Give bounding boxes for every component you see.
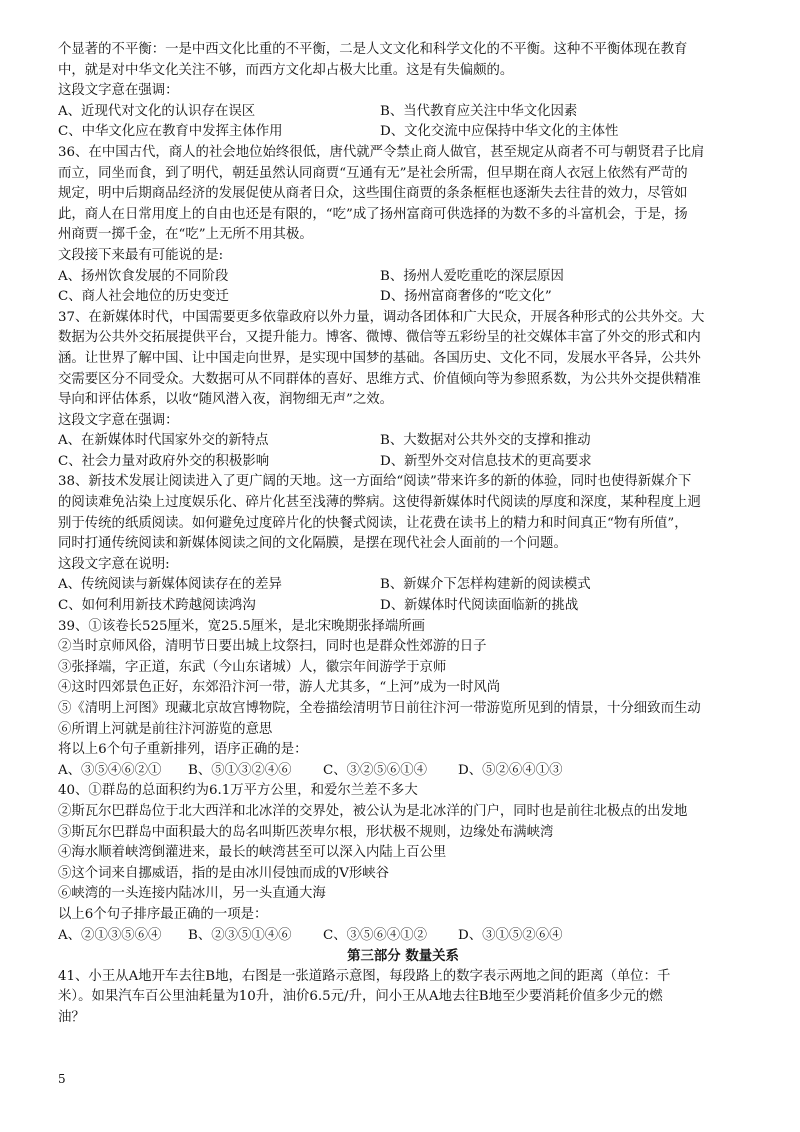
text-line: ④这时四郊景色正好，东郊沿汴河一带，游人尤其多，“上河”成为一时风尚 [58, 680, 501, 696]
q38-options [58, 575, 748, 616]
page-number: 5 [58, 1072, 66, 1086]
option-a: A、在新媒体时代国家外交的新特点 [58, 433, 269, 449]
option-d: D、新媒体时代阅读面临新的挑战 [380, 598, 579, 614]
option-d: D、文化交流中应保持中华文化的主体性 [380, 124, 619, 140]
option-a: A、扬州饮食发展的不同阶段 [58, 268, 229, 284]
option-d: D、⑤②⑥④①③ [458, 762, 563, 778]
text-line: ⑤《清明上河图》现藏北京故宫博物院，全卷描绘清明节日前往汴河一带游览所见到的情景，十分细致而生动 [58, 701, 701, 716]
question-prompt: 以上6个句子排序最正确的一项是： [58, 906, 268, 922]
option-c: C、③⑤⑥④①② [323, 927, 427, 943]
text-line: 规定，明中后期商品经济的发展促使从商者日众，这些围住商贾的条条框框也逐渐失去往昔的效力，尽管如 [58, 186, 688, 202]
option-b: B、新媒介下怎样构建新的阅读模式 [380, 577, 591, 593]
option-c: C、商人社会地位的历史变迁 [58, 289, 229, 305]
q37-passage [58, 308, 748, 411]
option-c: C、社会力量对政府外交的积极影响 [58, 453, 270, 469]
q39-options [58, 761, 748, 782]
question-prompt: 将以上6个句子重新排列，语序正确的是： [58, 742, 308, 758]
q35-passage [58, 40, 748, 81]
text-line: 40、①群岛的总面积约为6.1万平方公里，和爱尔兰差不多大 [58, 783, 418, 799]
option-d: D、扬州富商奢侈的“吃文化” [380, 289, 552, 305]
text-line: 米）。如果汽车百公里油耗量为10升，油价6.5元/升，问小王从A地去往B地至少要消耗价值多少元的燃 [58, 989, 663, 1005]
text-line: 36、在中国古代，商人的社会地位始终很低，唐代就严令禁止商人做官，甚至规定从商者不可与朝贤君子比肩 [58, 144, 705, 160]
option-c: C、如何利用新技术跨越阅读鸿沟 [58, 598, 256, 614]
option-d: D、③①⑤②⑥④ [458, 927, 563, 943]
text-line: ⑤这个词来自挪威语，指的是由冰川侵蚀而成的V形峡谷 [58, 865, 390, 881]
text-line: 38、新技术发展让阅读进入了更广阔的天地。这一方面给“阅读”带来许多的新的体验，同时也使得新媒介下 [58, 474, 692, 490]
option-b: B、当代教育应关注中华文化因素 [380, 103, 578, 119]
option-b: B、②③⑤①④⑥ [188, 927, 292, 943]
option-a: A、传统阅读与新媒体阅读存在的差异 [58, 577, 282, 593]
text-line: 导向和评估体系，以收“随风潜入夜，润物细无声”之效。 [58, 392, 394, 408]
option-a: A、③⑤④⑥②① [58, 762, 162, 778]
option-c: C、③②⑤⑥①④ [323, 762, 427, 778]
question-prompt: 这段文字意在强调： [58, 83, 179, 99]
question-prompt: 文段接下来最有可能说的是: [58, 247, 224, 263]
text-line: 中，就是对中华文化关注不够，而西方文化却占极大比重。这是有失偏颇的。 [58, 62, 514, 78]
option-a: A、近现代对文化的认识存在误区 [58, 103, 256, 119]
q40-passage [58, 781, 748, 925]
text-line: 油？ [58, 1009, 85, 1025]
option-d: D、新型外交对信息技术的更高要求 [380, 453, 592, 469]
text-line: ③斯瓦尔巴群岛中面积最大的岛名叫斯匹茨卑尔根，形状极不规则，边缘处布满峡湾 [58, 824, 554, 840]
text-line: ③张择端，字正道，东武（今山东诸城）人，徽宗年间游学于京师 [58, 659, 447, 675]
text-line: 别于传统的纸质阅读。如何避免过度碎片化的快餐式阅读，让花费在读书上的精力和时间真正“物有所值”， [58, 515, 688, 531]
document-page [58, 40, 748, 1029]
text-line: 个显著的不平衡：一是中西文化比重的不平衡，二是人文文化和科学文化的不平衡。这种不平衡体现在教育 [58, 42, 688, 57]
text-line: ④海水顺着峡湾倒灌进来，最长的峡湾甚至可以深入内陆上百公里 [58, 845, 447, 861]
text-line: 涵。让世界了解中国、让中国走向世界，是实现中国梦的基础。各国历史、文化不同，发展水平各异，公共外 [58, 350, 701, 366]
q37-options [58, 431, 748, 472]
q38-passage [58, 472, 748, 554]
question-prompt: 这段文字意在强调： [58, 412, 179, 428]
text-line: ②斯瓦尔巴群岛位于北大西洋和北冰洋的交界处，被公认为是北冰洋的门户，同时也是前往北极点的出发地 [58, 803, 688, 819]
text-line: 39、①该卷长525厘米，宽25.5厘米，是北宋晚期张择端所画 [58, 618, 426, 634]
section-title: 第三部分 数量关系 [347, 948, 459, 965]
text-line: 的阅读难免沾染上过度娱乐化、碎片化甚至浅薄的弊病。这使得新媒体时代阅读的厚度和深度，某种程度上迥 [58, 495, 701, 511]
text-line: 此，商人在日常用度上的自由也还是有限的，“吃”成了扬州富商可供选择的为数不多的斗富机会，于是，扬 [58, 206, 688, 222]
option-b: B、扬州人爱吃重吃的深层原因 [380, 268, 564, 284]
q41-passage [58, 967, 748, 1029]
option-c: C、中华文化应在教育中发挥主体作用 [58, 124, 283, 140]
q36-passage [58, 143, 748, 246]
text-line: 37、在新媒体时代，中国需要更多依靠政府以外力量，调动各团体和广大民众，开展各种形式的公共外交。大 [58, 309, 705, 325]
option-b: B、大数据对公共外交的支撑和推动 [380, 433, 591, 449]
q39-passage [58, 617, 748, 761]
text-line: ⑥峡湾的一头连接内陆冰川，另一头直通大海 [58, 886, 326, 902]
text-line: 交需要区分不同受众。大数据可从不同群体的喜好、思维方式、价值倾向等为参照系数，为公共外交提供精准 [58, 371, 701, 387]
option-a: A、②①③⑤⑥④ [58, 927, 162, 943]
text-line: 州商贾一掷千金，在“吃”上无所不用其极。 [58, 227, 313, 243]
q35-options [58, 102, 748, 143]
text-line: 而立，同坐而食，到了明代，朝廷虽然认同商贾“互通有无”是社会所需，但早期在商人衣冠上依然有严苛的 [58, 165, 688, 181]
text-line: ⑥所谓上河就是前往汴河游览的意思 [58, 721, 273, 737]
question-prompt: 这段文字意在说明: [58, 556, 170, 572]
q40-options [58, 926, 748, 947]
text-line: 41、小王从A地开车去往B地，右图是一张道路示意图，每段路上的数字表示两地之间的距离（单位：千 [58, 968, 671, 984]
q36-options [58, 267, 748, 308]
option-b: B、⑤①③②④⑥ [188, 762, 292, 778]
text-line: ②当时京师风俗，清明节日要出城上坟祭扫，同时也是群众性郊游的日子 [58, 639, 487, 655]
text-line: 同时打通传统阅读和新媒体阅读之间的文化隔膜，是摆在现代社会人面前的一个问题。 [58, 536, 567, 552]
text-line: 数据为公共外交拓展提供平台，又提升能力。博客、微博、微信等五彩纷呈的社交媒体丰富了外交的形式和内 [58, 330, 701, 346]
